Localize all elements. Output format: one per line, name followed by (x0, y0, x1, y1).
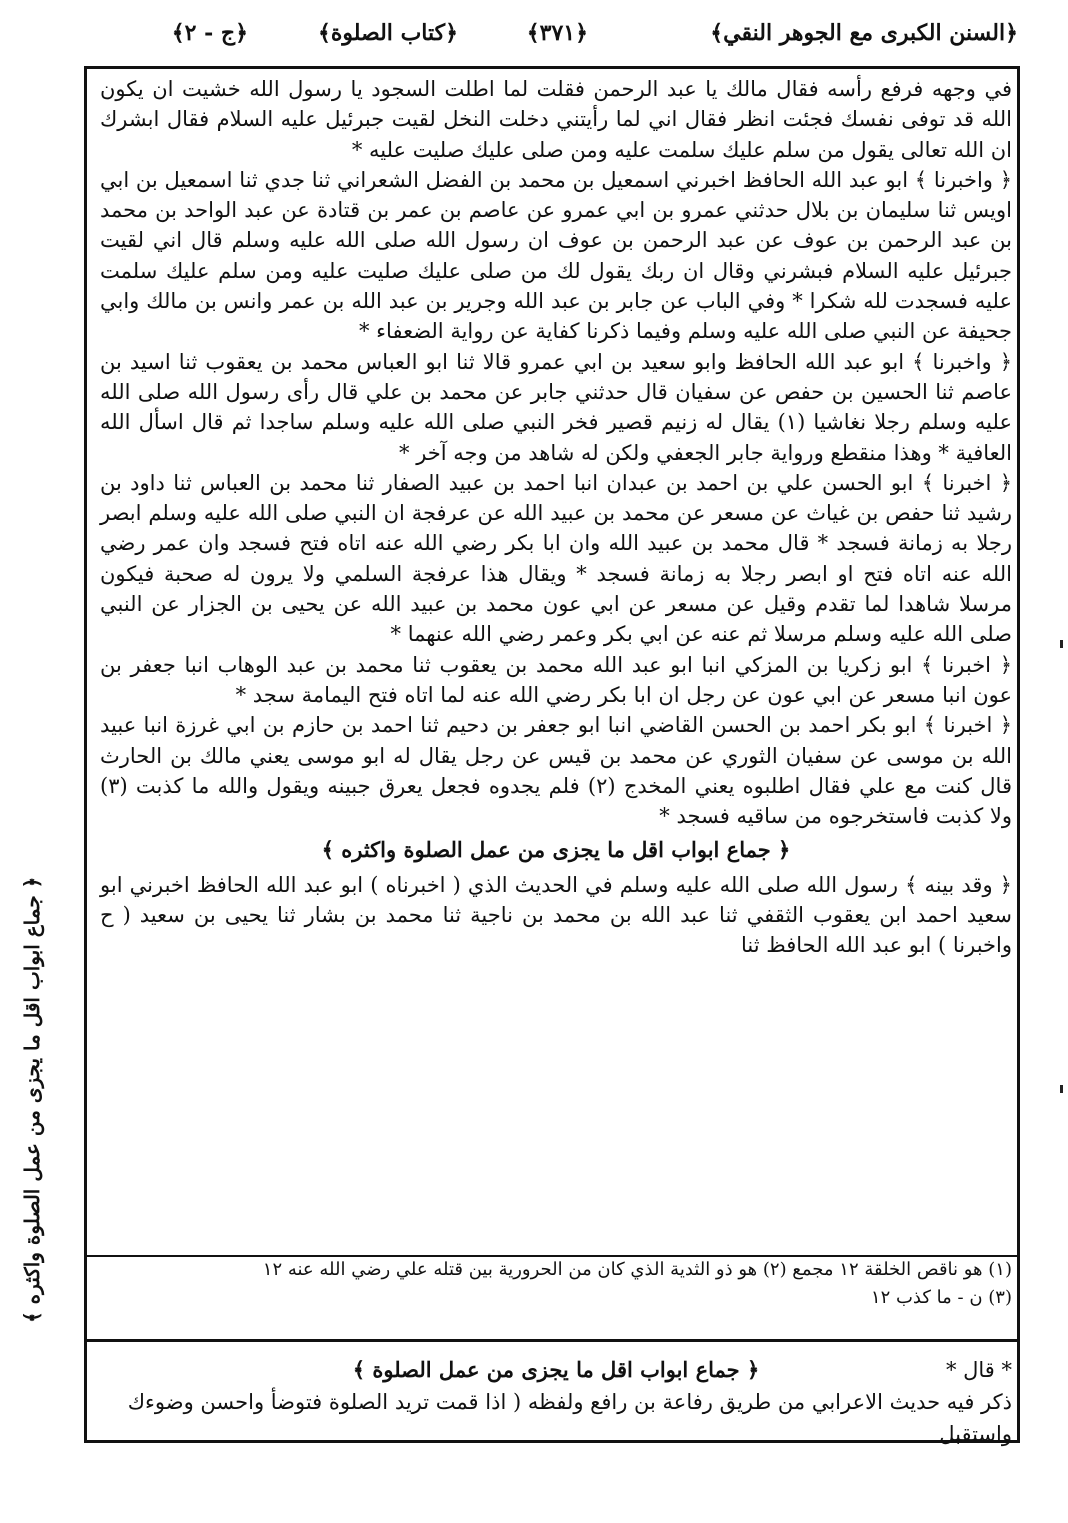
footnotes (100, 1256, 1012, 1312)
page-number: ﴿٣٧١﴾ (526, 20, 588, 46)
paragraph: ﴿ واخبرنا ﴾ ابو عبد الله الحافظ اخبرني اسمعيل بن محمد بن الفضل الشعراني ثنا جدي ثنا اسمعيل بن ابي اويس ثنا سليمان بن بلال حدثني عمرو بن ابي عمرو عن عاصم بن عمر بن قتادة عن عبد الواحد بن محمد بن عبد الرحمن بن عوف عن عبد الرحمن بن عوف ان رسول الله صلى الله عليه وسلم قال اني لقيت جبرئيل عليه السلام فبشرني وقال ان ربك يقول لك من صلى عليك صليت عليه ومن سلم عليك سلمت عليه فسجدت لله شكرا * وفي الباب عن جابر بن عبد الله وجرير بن عبد الله بن عمر وانس بن مالك وابي جحيفة عن النبي صلى الله عليه وسلم وفيما ذكرنا كفاية عن رواية الضعفاء * (100, 167, 1012, 344)
section-heading: ﴿ جماع ابواب اقل ما يجزى من عمل الصلوة واكثره ﴾ (321, 837, 791, 863)
paragraph: ﴿ اخبرنا ﴾ ابو زكريا بن المزكي انبا ابو عبد الله محمد بن يعقوب ثنا محمد بن عبد الوهاب انبا جعفر بن عون انبا مسعر عن ابي عون عن رجل ان ابا بكر رضي الله عنه لما اتاه فتح اليمامة سجد * (100, 652, 1012, 707)
paragraph: ﴿ اخبرنا ﴾ ابو بكر احمد بن الحسن القاضي انبا ابو جعفر بن دحيم ثنا احمد بن حازم بن ابي غرزة انبا عبيد الله بن موسى عن سفيان الثوري عن محمد بن قيس عن رجل يقال له ابو موسى يعني مالك بن الحارث قال كنت مع علي فقال اطلبوه يعني المخدج (٢) فلم يجدوه فجعل يعرق جبينه ويقول والله ما كذبت (٣) ولا كذبت فاستخرجوه من ساقيه فسجد * (100, 713, 1012, 829)
volume-number: ﴿ج - ٢﴾ (171, 20, 248, 46)
margin-heading: ﴿ جماع ابواب اقل ما يجزى من عمل الصلوة واكثره ﴾ (20, 876, 44, 1324)
footnote-line: (٣) ن - ما كذب ١٢ (870, 1287, 1012, 1308)
paragraph: في وجهه فرفع رأسه فقال مالك يا عبد الرحمن فقلت لما اطلت السجود يا رسول الله خشيت ان يكون الله قد توفى نفسك فجئت انظر فقال اني لما رأيتني دخلت النخل لقيت جبرئيل عليه السلام فقال ابشرك ان الله تعالى يقول من سلم عليك سلمت عليه ومن صلى عليك صليت عليه * (100, 77, 1012, 162)
commentary-text: ذكر فيه حديث الاعرابي من طريق رفاعة بن رافع ولفظه ( اذا قمت تريد الصلوة فتوضأ واحسن وضوءك واستقبل (127, 1390, 1012, 1446)
book-title: ﴿السنن الكبرى مع الجوهر النقي﴾ (710, 20, 1018, 46)
footnote-line: (١) هو ناقص الخلقة ١٢ مجمع (٢) هو ذو الثدية الذي كان من الحرورية بين قتله علي رضي الله عنه ١٢ (262, 1259, 1012, 1280)
paragraph: ﴿ اخبرنا ﴾ ابو الحسن علي بن احمد بن عبدان انبا احمد بن عبيد الصفار ثنا محمد بن العباس ثنا داود بن رشيد ثنا حفص بن غياث عن مسعر عن محمد بن عبيد الله عن عرفجة ان النبي صلى الله عليه وسلم ابصر رجلا به زمانة فسجد * قال محمد بن عبيد الله وان ابا بكر رضي الله عنه اتاه فتح فسجد وان عمر رضي الله عنه اتاه فتح او ابصر رجلا به زمانة فسجد * ويقال هذا عرفجة السلمي ولا يرون له صحبة فيكون مرسلا شاهدا لما تقدم وقيل عن مسعر عن ابي عون محمد بن عبيد الله عن يحيى بن الجزار عن النبي صلى الله عليه وسلم مرسلا ثم عنه عن ابي بكر وعمر رضي الله عنهما * (100, 470, 1012, 647)
page-header (100, 14, 1018, 58)
margin-mark (1060, 640, 1063, 648)
paragraph: ﴿ وقد بينه ﴾ رسول الله صلى الله عليه وسلم في الحديث الذي ( اخبرناه ) ابو عبد الله الحافظ اخبرني ابو سعيد احمد ابن يعقوب الثقفي ثنا عبد الله بن محمد بن ناجية ثنا محمد بن بشار ثنا يحيى بن سعيد ( ح واخبرنا ) ابو عبد الله الحافظ ثنا (100, 872, 1012, 958)
commentary (100, 1354, 1012, 1450)
commentary-divider (87, 1339, 1017, 1342)
chapter-title: ﴿كتاب الصلوة﴾ (317, 20, 458, 46)
commentary-heading: ﴿ جماع ابواب اقل ما يجزى من عمل الصلوة ﴾ (352, 1357, 760, 1382)
commentary-qala: * قال * (945, 1358, 1012, 1382)
main-text (100, 74, 1012, 961)
paragraph: ﴿ واخبرنا ﴾ ابو عبد الله الحافظ وابو سعيد بن ابي عمرو قالا ثنا ابو العباس محمد بن يعقوب ثنا اسيد بن عاصم ثنا الحسين بن حفص عن سفيان قال حدثني جابر عن محمد بن علي قال رأى رسول الله صلى الله عليه وسلم رجلا نغاشيا (١) يقال له زنيم قصير فخر النبي صلى الله عليه وسلم ساجدا ثم قال اسأل الله العافية * وهذا منقطع ورواية جابر الجعفي ولكن له شاهد من وجه آخر * (100, 349, 1012, 465)
margin-mark (1060, 1085, 1063, 1093)
